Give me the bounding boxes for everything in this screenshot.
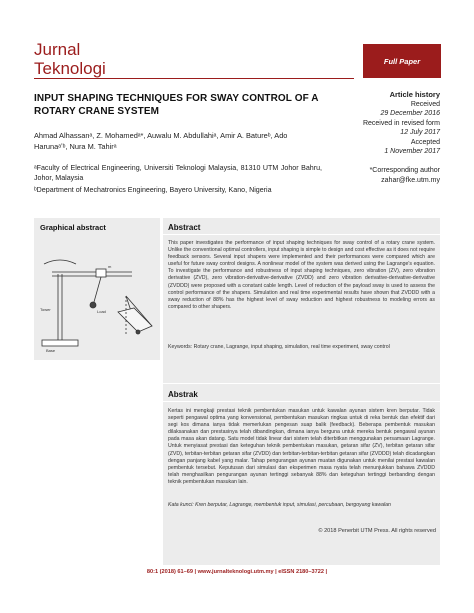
- paper-title: INPUT SHAPING TECHNIQUES FOR SWAY CONTROL OF A ROTARY CRANE SYSTEM: [34, 93, 319, 117]
- trolley-label: m: [108, 264, 112, 269]
- rotary-crane-diagram: [34, 236, 160, 360]
- crane-trolley: [96, 269, 106, 277]
- history-heading: Article history: [389, 90, 440, 99]
- journal-name: [34, 40, 106, 78]
- abstract-heading-rule: [163, 234, 440, 235]
- author-list: Ahmad Alhassanᵃ, Z. Mohamedᵃ*, Auwalu M. Abdullahiᵃ, Amir A. Batureᵇ, Ado Harunaᵃʼᵇ, Nura M. Tahirᵃ: [34, 131, 288, 151]
- corresponding-label: *Corresponding author: [369, 167, 440, 174]
- abstrak-divider: [163, 383, 440, 384]
- tower-label: Tower: [40, 307, 51, 312]
- corresponding-email[interactable]: zahar@fke.utm.my: [381, 176, 440, 184]
- article-history: [330, 90, 440, 157]
- accepted-date: 1 November 2017: [384, 148, 440, 155]
- revised-label: Received in revised form: [362, 119, 440, 127]
- affiliations: [34, 163, 322, 197]
- affiliation-a: ᵃFaculty of Electrical Engineering, Universiti Teknologi Malaysia, 81310 UTM Johor Bahru, Johor, Malaysia: [34, 164, 322, 182]
- graphical-abstract-box: [34, 218, 160, 360]
- abstract-body: This paper investigates the performance of input shaping techniques for sway control of a rotary crane system. Unlike the conventional optimal controllers, input shaping is simple to design and cost effective as it does not require feedback sensors. Several input shapers were implemented and their performances were compared which are useful for future sway control designs. A nonlinear model of the system was derived using the Lagrange's equation. To investigate the performance and robustness of input shaping techniques, zero vibration (ZV), zero vibration derivative (ZVD), zero vibration-derivative-derivative (ZVDD) and zero vibration derivative-derivative-derivative (ZVDDD) were proposed with a constant cable length. Level of reduction of the payload sway is used to assess the control performance of the shapers. Simulation and real time experimental results have shown that ZVDDD with a sway reduction of 88% has the highest level of sway reduction and highest robustness to modeling errors as compared to other shapers.: [168, 240, 435, 310]
- abstrak-heading: Abstrak: [168, 390, 198, 399]
- graphical-abstract-heading: Graphical abstract: [40, 223, 106, 232]
- journal-name-line2: Teknologi: [34, 59, 106, 78]
- corresponding-author: [330, 166, 440, 185]
- abstrak-heading-rule: [163, 401, 440, 402]
- abstrak-body: Kertas ini mengkaji prestasi teknik pembentukan masukan untuk kawalan ayunan sistem kren berputar. Tidak seperti pengawal optima yang konvensional, pembentukan masukan ringkas untuk di reka bentuk dan efektif dari segi kos dimana ianya tidak memerlukan pengesan suap balik (feedback). Beberapa pembentuk masukan dilaksanakan dan prestasinya telah dibandingkan, dimana ianya berguna untuk mereka bentuk pengawal ayunan pada masa akan datang. Satu model tidak linear dari sistem telah diterbitkan menggunakan persamaan Lagrange. Untuk menyiasat prestasi dan keteguhan teknik pembentukan masukan, getaran sifar (ZV), terbitan getaran sifar (ZVD), terbitan-terbitan getaran sifar (ZVDD) dan terbitan-terbitan-terbitan getaran sifar (ZVDDD) telah dicadangkan dengan panjang kabel yang malar. Tahap pengurangan ayunan muatan digunakan untuk menilai prestasi kawalan pembentuk tersebut. Keputusan dari simulasi dan eksperimen masa nyata telah menunjukkan bahawa ZVDDD telah menghasilkan pengurangan ayunan tertinggi sebanyak 88% dan keteguhan tertinggi berbanding dengan teknik pembentukan masukan lain.: [168, 408, 435, 485]
- crane-load: [90, 302, 96, 308]
- copyright-notice: © 2018 Penerbit UTM Press. All rights reserved: [318, 528, 436, 534]
- accepted-label: Accepted: [410, 138, 440, 146]
- crane-cable: [94, 277, 101, 302]
- header-rule: [34, 78, 354, 79]
- affiliation-b: ᵇDepartment of Mechatronics Engineering, Bayero University, Kano, Nigeria: [34, 186, 272, 194]
- rotation-arrow-icon: [44, 260, 76, 264]
- received-label: Received: [410, 100, 440, 108]
- paper-type-badge: Full Paper: [363, 44, 441, 78]
- received-date: 29 December 2016: [380, 110, 440, 117]
- abstract-heading: Abstract: [168, 223, 201, 232]
- journal-name-line1: Jurnal: [34, 40, 81, 59]
- abstract-keywords: Keywords: Rotary crane, Lagrange, input shaping, simulation, real time experiment, sway control: [168, 344, 390, 350]
- load-label: Load: [97, 309, 106, 314]
- abstrak-keywords: Kata kunci: Kren berputar, Lagrange, membentuk input, simulasi, percubaan, bergoyang kawalan: [168, 502, 391, 508]
- revised-date: 12 July 2017: [400, 129, 440, 136]
- crane-base: [42, 340, 78, 346]
- base-label: Base: [46, 348, 56, 353]
- page-footer: 80:1 (2018) 61–69 | www.jurnalteknologi.utm.my | eISSN 2180–3722 |: [146, 569, 328, 575]
